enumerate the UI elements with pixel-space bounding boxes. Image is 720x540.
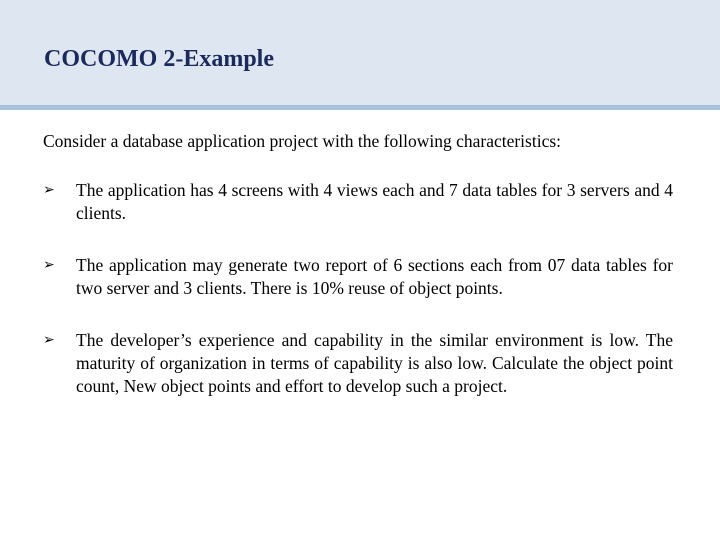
- bullet-text: The developer’s experience and capability in the similar environment is low. The maturity of organization in terms of capability is also low. Calculate the object point count, New object points and effort to develop such a project.: [76, 330, 673, 396]
- slide-body: [43, 130, 673, 427]
- arrowhead-bullet-icon: ➢: [43, 257, 55, 273]
- slide-header: [0, 0, 720, 110]
- arrowhead-bullet-icon: ➢: [43, 332, 55, 348]
- bullet-text: The application may generate two report of 6 sections each from 07 data tables for two server and 3 clients. There is 10% reuse of object points.: [76, 255, 673, 298]
- bullet-text: The application has 4 screens with 4 views each and 7 data tables for 3 servers and 4 clients.: [76, 180, 673, 223]
- intro-text: Consider a database application project with the following characteristics:: [43, 131, 562, 151]
- slide-title: COCOMO 2-Example: [44, 46, 274, 72]
- arrowhead-bullet-icon: ➢: [43, 182, 55, 198]
- bullet-item: [43, 179, 673, 225]
- bullet-item: [43, 329, 673, 398]
- bullet-item: [43, 254, 673, 300]
